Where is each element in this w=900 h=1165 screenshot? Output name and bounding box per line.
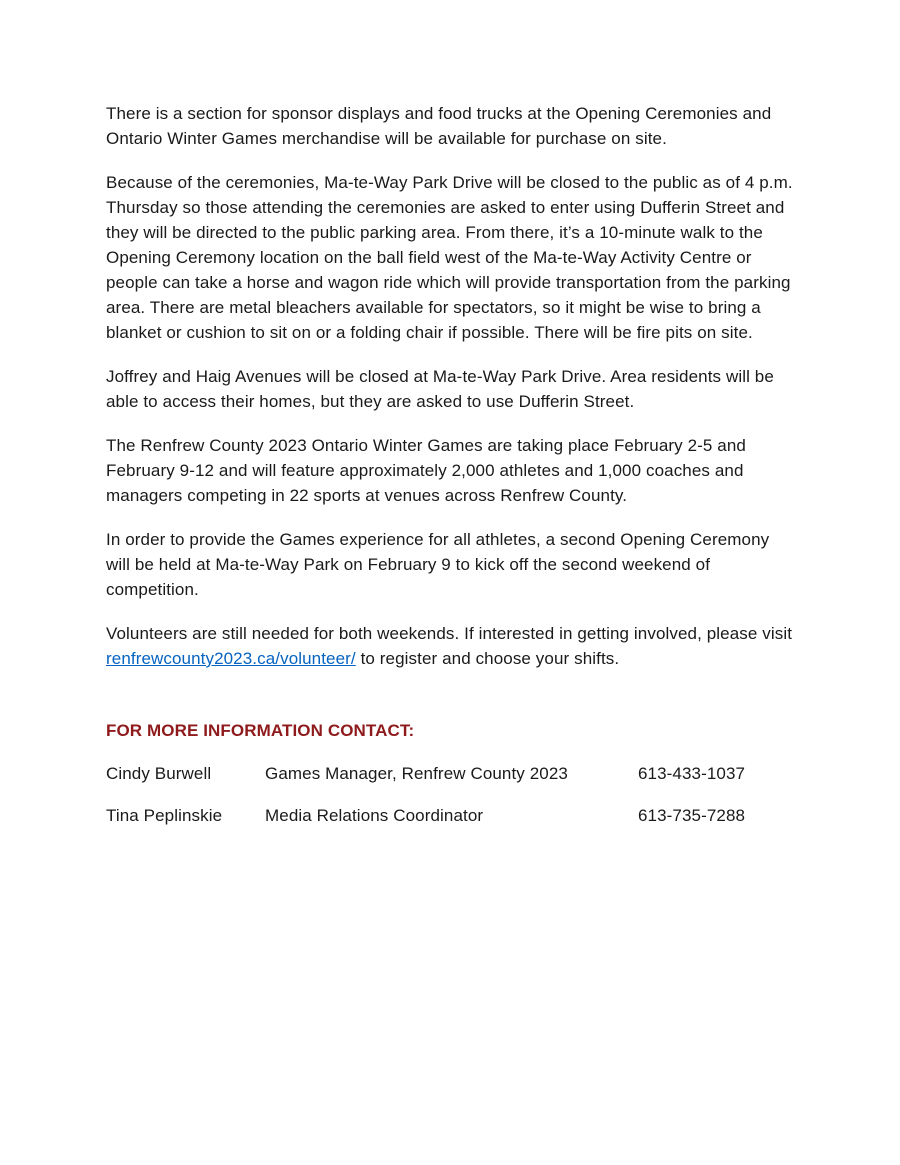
contact-role: Media Relations Coordinator <box>265 806 484 825</box>
paragraph-volunteers <box>106 621 794 671</box>
paragraph-second-ceremony: In order to provide the Games experience for all athletes, a second Opening Ceremony will be held at Ma-te-Way Park on February 9 to kick off the second weekend of competition. <box>106 530 770 599</box>
paragraph-games-dates: The Renfrew County 2023 Ontario Winter Games are taking place February 2-5 and February 9-12 and will feature approximately 2,000 athletes and 1,000 coaches and managers competing in 22 sports at venues across Renfrew County. <box>106 436 746 505</box>
paragraph-avenues-closed: Joffrey and Haig Avenues will be closed at Ma-te-Way Park Drive. Area residents will be able to access their homes, but they are asked to use Dufferin Street. <box>106 367 774 411</box>
contact-heading: FOR MORE INFORMATION CONTACT: <box>106 721 415 740</box>
volunteer-text-after: to register and choose your shifts. <box>355 649 620 668</box>
contact-phone: 613-433-1037 <box>638 764 746 783</box>
contact-name: Cindy Burwell <box>106 764 212 783</box>
contact-name: Tina Peplinskie <box>106 806 223 825</box>
volunteer-text-before: Volunteers are still needed for both weekends. If interested in getting involved, please visit <box>106 624 793 643</box>
contact-row <box>106 761 794 786</box>
paragraph-road-closure: Because of the ceremonies, Ma-te-Way Park Drive will be closed to the public as of 4 p.m. Thursday so those attending the ceremonies are asked to enter using Dufferin Street and they will be directed to the public parking area. From there, it’s a 10-minute walk to the Opening Ceremony location on the ball field west of the Ma-te-Way Activity Centre or people can take a horse and wagon ride which will provide transportation from the parking area. There are metal bleachers available for spectators, so it might be wise to bring a blanket or cushion to sit on or a folding chair if possible. There will be fire pits on site. <box>106 173 793 342</box>
contact-row <box>106 803 794 828</box>
paragraph-sponsor-displays: There is a section for sponsor displays and food trucks at the Opening Ceremonies and Ontario Winter Games merchandise will be available for purchase on site. <box>106 104 772 148</box>
contact-phone: 613-735-7288 <box>638 806 746 825</box>
contact-role: Games Manager, Renfrew County 2023 <box>265 764 568 783</box>
volunteer-link[interactable]: renfrewcounty2023.ca/volunteer/ <box>106 649 356 668</box>
